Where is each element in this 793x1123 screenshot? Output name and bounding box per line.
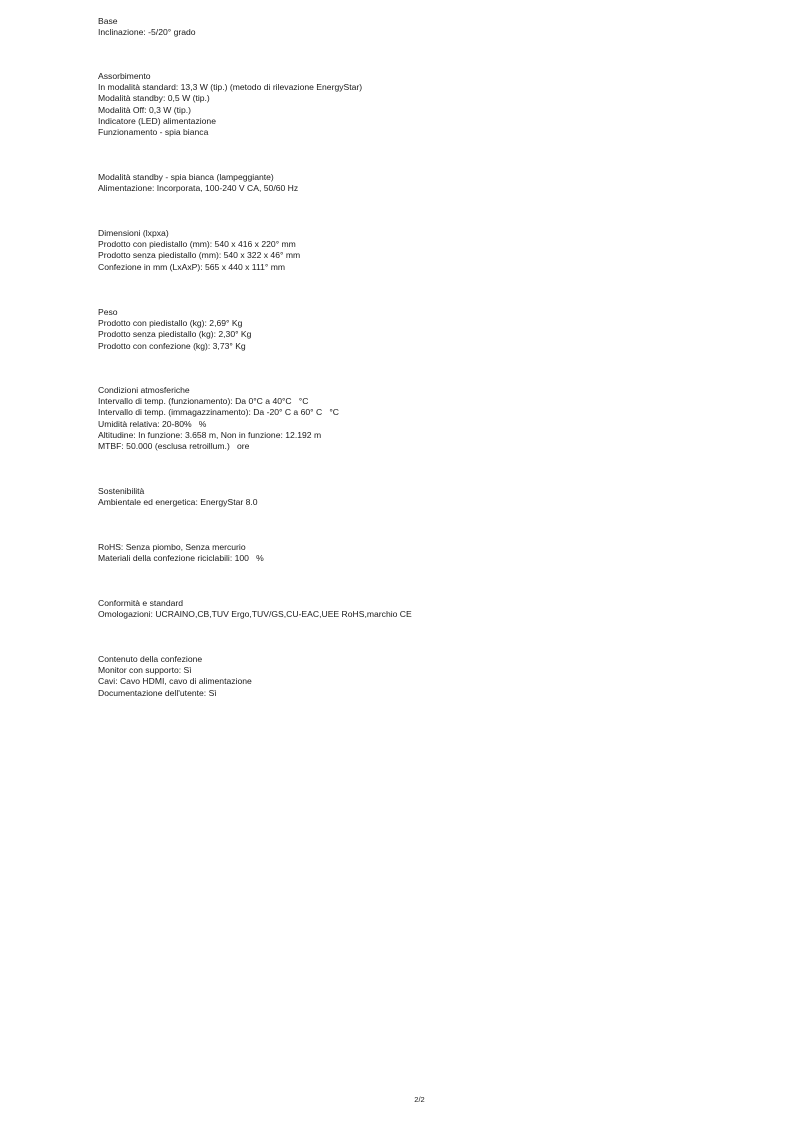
page-number: 2/2 [414,1095,425,1104]
spec-line: Monitor con supporto: Sì [98,665,192,676]
spec-line: Modalità standby: 0,5 W (tip.) [98,93,210,104]
section-standby [98,172,298,194]
spec-line: Intervallo di temp. (immagazzinamento): Da -20° C a 60° C °C [98,407,339,418]
section-heading: Contenuto della confezione [98,654,203,664]
spec-line: Altitudine: In funzione: 3.658 m, Non in funzione: 12.192 m [98,429,322,440]
spec-line: Modalità standby - spia bianca (lampeggiante) [98,172,274,182]
spec-line: Intervallo di temp. (funzionamento): Da 0°C a 40°C °C [98,396,309,407]
section-compliance [98,598,412,620]
spec-line: Prodotto senza piedistallo (kg): 2,30° Kg [98,329,252,340]
spec-line: Omologazioni: UCRAINO,CB,TUV Ergo,TUV/GS,CU-EAC,UEE RoHS,marchio CE [98,609,412,620]
spec-line: Prodotto con piedistallo (kg): 2,69° Kg [98,318,243,329]
spec-line: Cavi: Cavo HDMI, cavo di alimentazione [98,676,252,687]
section-environment [98,385,339,452]
spec-line: MTBF: 50.000 (esclusa retroillum.) ore [98,440,250,451]
spec-line: Alimentazione: Incorporata, 100-240 V CA, 50/60 Hz [98,183,299,194]
section-box-contents [98,654,252,699]
section-base [98,16,196,38]
section-dimensions [98,228,300,273]
spec-line: Inclinazione: -5/20° grado [98,27,196,38]
spec-line: Ambientale ed energetica: EnergyStar 8.0 [98,497,258,508]
spec-line: Prodotto con confezione (kg): 3,73° Kg [98,340,246,351]
spec-line: Indicatore (LED) alimentazione [98,115,216,126]
section-heading: Assorbimento [98,71,151,81]
section-heading: Peso [98,307,118,317]
spec-line: Prodotto senza piedistallo (mm): 540 x 322 x 46° mm [98,250,301,261]
section-heading: Conformità e standard [98,598,184,608]
spec-line: Documentazione dell'utente: Sì [98,687,217,698]
spec-line: Funzionamento - spia bianca [98,126,209,137]
spec-line: Umidità relativa: 20-80% % [98,418,207,429]
spec-line: Confezione in mm (LxAxP): 565 x 440 x 111° mm [98,261,286,272]
spec-line: Prodotto con piedistallo (mm): 540 x 416 x 220° mm [98,239,296,250]
section-weight [98,307,251,352]
spec-line: Materiali della confezione riciclabili: 100 % [98,553,264,564]
section-heading: Condizioni atmosferiche [98,385,190,395]
spec-line: RoHS: Senza piombo, Senza mercurio [98,542,246,552]
section-sustainability [98,486,258,508]
section-heading: Sostenibilità [98,486,145,496]
spec-line: Modalità Off: 0,3 W (tip.) [98,104,191,115]
section-rohs [98,542,264,564]
spec-line: In modalità standard: 13,3 W (tip.) (metodo di rilevazione EnergyStar) [98,82,363,93]
section-heading: Dimensioni (lxpxa) [98,228,169,238]
section-heading: Base [98,16,118,26]
section-power [98,71,362,138]
